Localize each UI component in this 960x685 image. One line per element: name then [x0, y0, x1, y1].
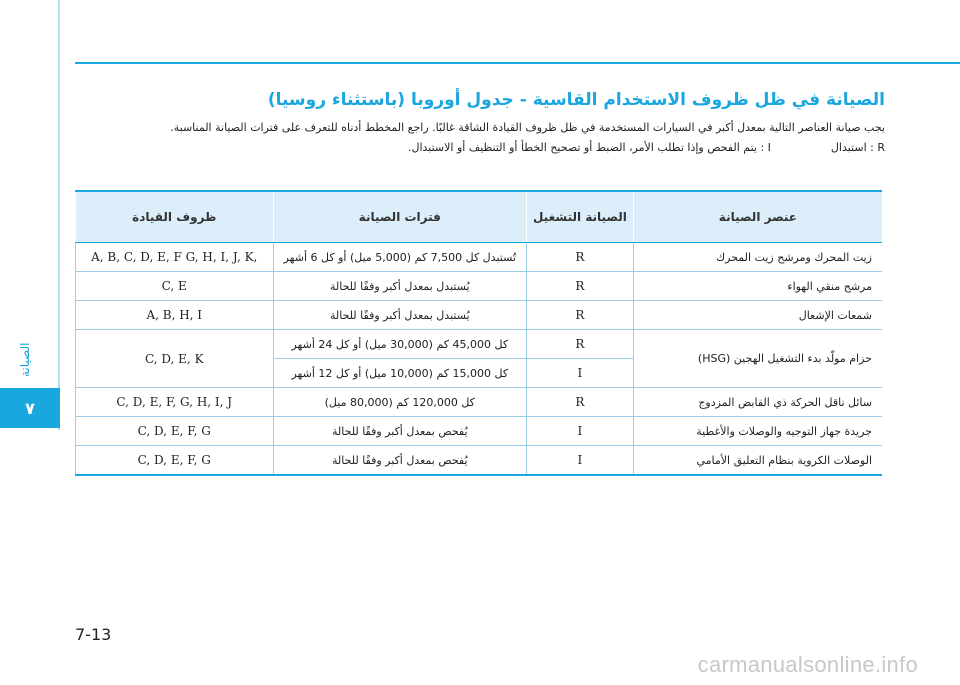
cell-code: I [527, 359, 634, 388]
cell-code: R [527, 301, 634, 330]
table-row [76, 417, 883, 446]
cell-schedule: يُستبدل بمعدل أكبر وفقًا للحالة [273, 272, 527, 301]
section-title: الصيانة في ظل ظروف الاستخدام القاسية - جدول أوروبا (باستثناء روسيا) [267, 90, 885, 110]
cell-condition: A, B, H, I [76, 301, 274, 330]
legend [75, 138, 885, 158]
cell-schedule: كل 45,000 كم (30,000 ميل) أو كل 24 أشهر [273, 330, 527, 359]
cell-schedule: كل 120,000 كم (80,000 ميل) [273, 388, 527, 417]
top-divider [75, 62, 960, 64]
cell-item: سائل ناقل الحركة ذي القابض المزدوج [633, 388, 882, 417]
cell-code: I [527, 446, 634, 476]
cell-condition: C, E [76, 272, 274, 301]
cell-code: R [527, 243, 634, 272]
cell-item: الوصلات الكروية بنظام التعليق الأمامي [633, 446, 882, 476]
cell-schedule: كل 15,000 كم (10,000 ميل) أو كل 12 أشهر [273, 359, 527, 388]
cell-schedule: يُفحص بمعدل أكبر وفقًا للحالة [273, 446, 527, 476]
legend-replace: R : استبدال [830, 141, 885, 154]
legend-inspect: I : يتم الفحص وإذا تطلب الأمر، الضبط أو تصحيح الخطأ أو التنظيف أو الاستبدال. [407, 141, 771, 154]
table-row [76, 301, 883, 330]
cell-item: مرشح منقي الهواء [633, 272, 882, 301]
cell-item: شمعات الإشعال [633, 301, 882, 330]
cell-code: R [527, 388, 634, 417]
cell-schedule: يُفحص بمعدل أكبر وفقًا للحالة [273, 417, 527, 446]
cell-schedule: تُستبدل كل 7,500 كم (5,000 ميل) أو كل 6 أشهر [273, 243, 527, 272]
cell-item: حزام مولّد بدء التشغيل الهجين (HSG) [633, 330, 882, 388]
table-header-row [76, 191, 883, 243]
intro-text: يجب صيانة العناصر التالية بمعدل أكبر في السيارات المستخدمة في ظل ظروف القيادة الشاقة غالبًا. راجع المخطط أدناه للتعرف على فترات الصيانة المناسبة. [170, 121, 885, 134]
table-row [76, 330, 883, 359]
cell-condition: A, B, C, D, E, F G, H, I, J, K, [76, 243, 274, 272]
cell-item: جريدة جهاز التوجيه والوصلات والأغطية [633, 417, 882, 446]
cell-schedule: يُستبدل بمعدل أكبر وفقًا للحالة [273, 301, 527, 330]
cell-code: R [527, 272, 634, 301]
section-header [75, 90, 885, 158]
maintenance-table [75, 190, 882, 476]
table-row [76, 388, 883, 417]
header-schedule: فترات الصيانة [273, 191, 527, 243]
header-condition: ظروف القيادة [76, 191, 274, 243]
header-code: الصيانة التشغيل [527, 191, 634, 243]
chapter-tab[interactable]: ٧ [0, 388, 60, 428]
cell-condition: C, D, E, F, G [76, 417, 274, 446]
table-row [76, 446, 883, 476]
table-row [76, 272, 883, 301]
cell-condition: C, D, E, K [76, 330, 274, 388]
header-item: عنصر الصيانة [633, 191, 882, 243]
cell-code: R [527, 330, 634, 359]
chapter-side-label: الصيانة [18, 342, 32, 378]
side-divider [58, 0, 60, 430]
watermark-text: carmanualsonline.info [697, 652, 918, 677]
page-number: 7-13 [75, 625, 112, 644]
cell-condition: C, D, E, F, G, H, I, J [76, 388, 274, 417]
table-row [76, 243, 883, 272]
cell-code: I [527, 417, 634, 446]
cell-condition: C, D, E, F, G [76, 446, 274, 476]
cell-item: زيت المحرك ومرشح زيت المحرك [633, 243, 882, 272]
